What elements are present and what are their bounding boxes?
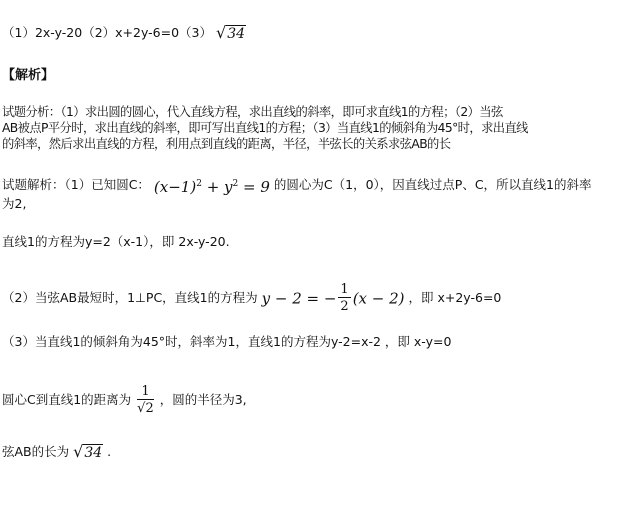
circle-eq-right: = 9: [238, 178, 270, 196]
sqrt-34-expression: √34: [215, 23, 246, 42]
line-equation-left: y − 2 = −: [261, 289, 337, 308]
sqrt-radicand: 34: [227, 26, 246, 42]
solution-5-prefix: 圆心C到直线1的距离为: [2, 392, 132, 407]
circle-eq-left: (x−1): [153, 178, 197, 196]
sqrt-34-result: √34: [73, 442, 103, 461]
line-equation-right: (x − 2): [352, 289, 405, 308]
sqrt-radicand: 34: [84, 445, 103, 461]
solution-6-prefix: 弦AB的长为: [2, 444, 70, 459]
answer-line: [2, 25, 246, 42]
solution-6-suffix: .: [103, 444, 112, 459]
solution-1-prefix: 试题解析：（1）已知圆C：: [2, 177, 150, 192]
analysis-line-3: 的斜率，然后求出直线的方程，利用点到直线的距离，半径，半弦长的关系求弦AB的长: [2, 137, 451, 151]
circle-eq-exp-1: 2: [196, 179, 202, 189]
solution-line-6: [2, 444, 111, 461]
analysis-line-2: AB被点P平分时，求出直线的斜率，即可写出直线1的方程；（3）当直线1的倾斜角为45°时，求出直线: [2, 121, 528, 135]
analysis-line-1: 试题分析：（1）求出圆的圆心，代入直线方程，求出直线的斜率，即可求直线1的方程；（2）当弦: [2, 105, 503, 119]
circle-eq-mid: + y: [201, 178, 233, 196]
answer-text: （1）2x-y-20（2）x+2y-6=0（3）: [2, 25, 212, 40]
solution-3-suffix: ，即 x+2y-6=0: [408, 290, 502, 305]
fraction-denominator: 2: [340, 299, 349, 314]
fraction-numerator: 1: [137, 384, 154, 400]
solution-line-5: [2, 384, 247, 417]
solution-line-1-cont: 为2,: [2, 196, 27, 211]
fraction-one-half: [338, 282, 350, 315]
fraction-denominator: √2: [137, 401, 154, 416]
circle-eq-exp-2: 2: [232, 179, 239, 189]
circle-equation: [154, 178, 270, 196]
solution-line-2: 直线1的方程为y=2（x-1），即 2x-y-20.: [2, 234, 230, 249]
fraction-one-over-root-two: [137, 384, 154, 417]
solution-1-suffix: 的圆心为C（1，0），因直线过点P、C，所以直线1的斜率: [273, 177, 592, 192]
solution-line-1: [2, 176, 592, 195]
analysis-heading: 【解析】: [2, 68, 55, 83]
solution-line-4: （3）当直线1的倾斜角为45°时，斜率为1，直线1的方程为y-2=x-2 ，即 x-y=0: [2, 334, 452, 349]
solution-5-suffix: ，圆的半径为3,: [159, 392, 247, 407]
fraction-numerator: 1: [340, 282, 349, 297]
solution-3-prefix: （2）当弦AB最短时，1⊥PC，直线1的方程为: [2, 290, 258, 305]
solution-line-3: [2, 282, 501, 315]
